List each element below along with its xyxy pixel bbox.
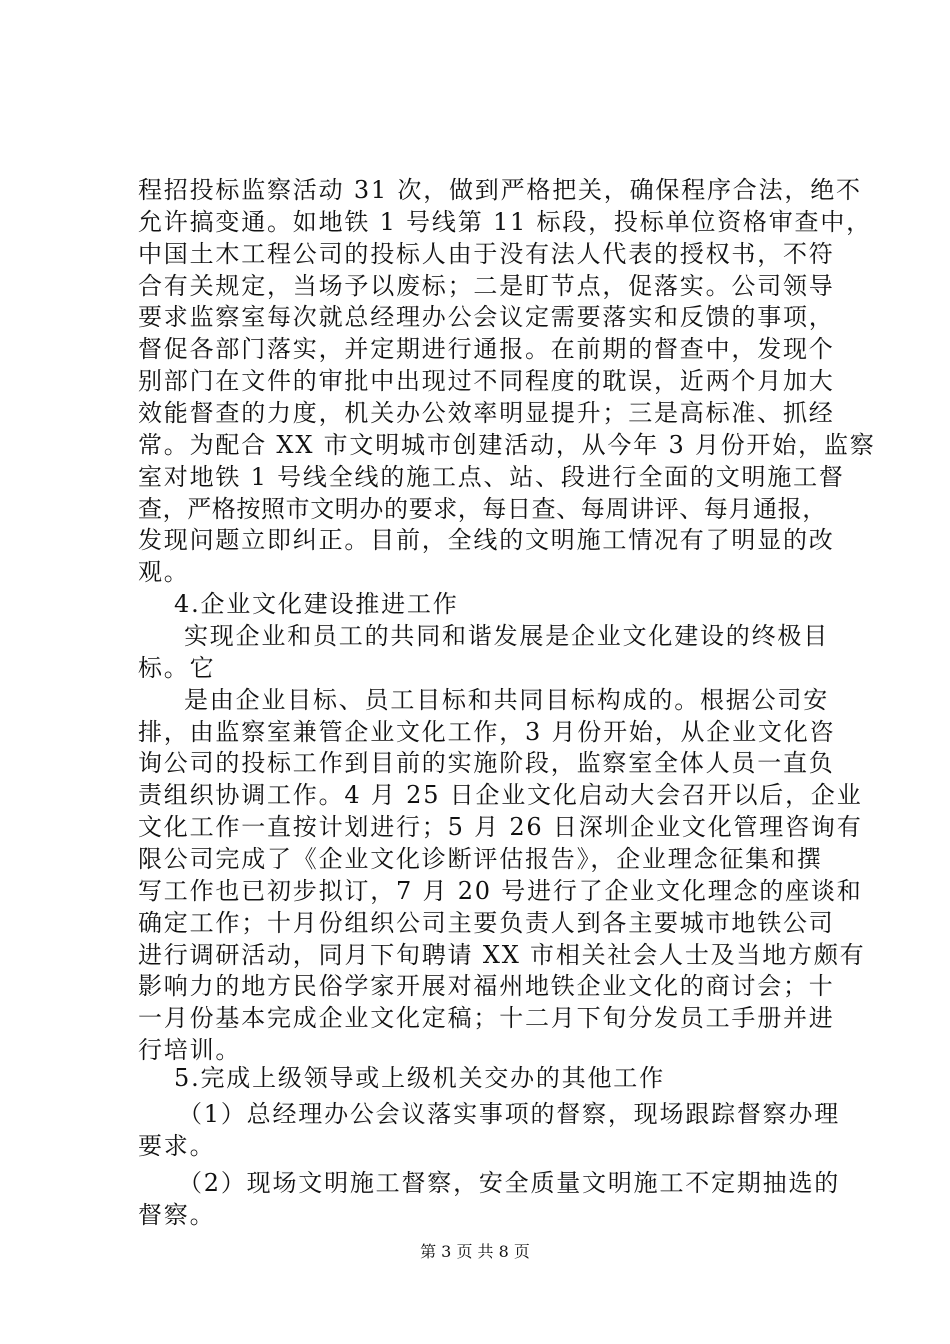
paragraph-line: 效能督查的力度，机关办公效率明显提升；三是高标准、抓经: [138, 399, 835, 427]
paragraph-line: 常。为配合 XX 市文明城市创建活动，从今年 3 月份开始，监察: [138, 430, 876, 459]
paragraph-line: 程招投标监察活动 31 次，做到严格把关，确保程序合法，绝不: [138, 176, 862, 204]
paragraph-line: 实现企业和员工的共同和谐发展是企业文化建设的终极目: [184, 622, 829, 651]
section-heading-5: 5.完成上级领导或上级机关交办的其他工作: [174, 1064, 665, 1093]
paragraph-line: 限公司完成了《企业文化诊断评估报告》，企业理念征集和撰: [138, 845, 823, 874]
page-footer: 第 3 页 共 8 页: [420, 1242, 530, 1261]
list-item-line: 督察。: [138, 1201, 216, 1229]
paragraph-line: 督促各部门落实，并定期进行通报。在前期的督查中，发现个: [138, 335, 835, 364]
paragraph-line: 确定工作；十月份组织公司主要负责人到各主要城市地铁公司: [138, 908, 835, 937]
paragraph-line: 一月份基本完成企业文化定稿；十二月下旬分发员工手册并进: [138, 1004, 835, 1033]
paragraph-line: 询公司的投标工作到目前的实施阶段，监察室全体人员一直负: [138, 749, 835, 778]
paragraph-line: 影响力的地方民俗学家开展对福州地铁企业文化的商讨会；十: [138, 972, 835, 1001]
paragraph-line: 标。它: [138, 653, 216, 682]
section-heading-4: 4.企业文化建设推进工作: [174, 590, 459, 619]
paragraph-line: 允许搞变通。如地铁 1 号线第 11 标段，投标单位资格审查中，: [138, 207, 872, 236]
paragraph-line: 合有关规定，当场予以废标；二是盯节点，促落实。公司领导: [138, 271, 835, 300]
list-item-line: （2）现场文明施工督察，安全质量文明施工不定期抽选的: [178, 1169, 841, 1198]
paragraph-line: 文化工作一直按计划进行；5 月 26 日深圳企业文化管理咨询有: [138, 813, 863, 842]
paragraph-line: 发现问题立即纠正。目前，全线的文明施工情况有了明显的改: [138, 526, 835, 555]
paragraph-line: 责组织协调工作。4 月 25 日企业文化启动大会召开以后，企业: [138, 781, 863, 810]
paragraph-line: 写工作也已初步拟订，7 月 20 号进行了企业文化理念的座谈和: [138, 876, 863, 905]
paragraph-line: 排，由监察室兼管企业文化工作，3 月份开始，从企业文化咨: [138, 717, 836, 746]
paragraph-line: 查，严格按照市文明办的要求，每日查、每周讲评、每月通报，: [138, 494, 827, 523]
list-item-line: 要求。: [138, 1131, 216, 1160]
paragraph-line: 要求监察室每次就总经理办公会议定需要落实和反馈的事项，: [138, 303, 835, 332]
paragraph-line: 是由企业目标、员工目标和共同目标构成的。根据公司安: [184, 685, 829, 714]
list-item-line: （1）总经理办公会议落实事项的督察，现场跟踪督察办理: [178, 1099, 841, 1128]
paragraph-line: 进行调研活动，同月下旬聘请 XX 市相关社会人士及当地方颇有: [138, 940, 866, 969]
paragraph-line: 中国土木工程公司的投标人由于没有法人代表的授权书，不符: [138, 239, 835, 268]
paragraph-line: 观。: [138, 558, 190, 587]
paragraph-line: 室对地铁 1 号线全线的施工点、站、段进行全面的文明施工督: [138, 462, 845, 491]
paragraph-line: 别部门在文件的审批中出现过不同程度的耽误，近两个月加大: [138, 367, 835, 396]
paragraph-line: 行培训。: [138, 1036, 242, 1065]
